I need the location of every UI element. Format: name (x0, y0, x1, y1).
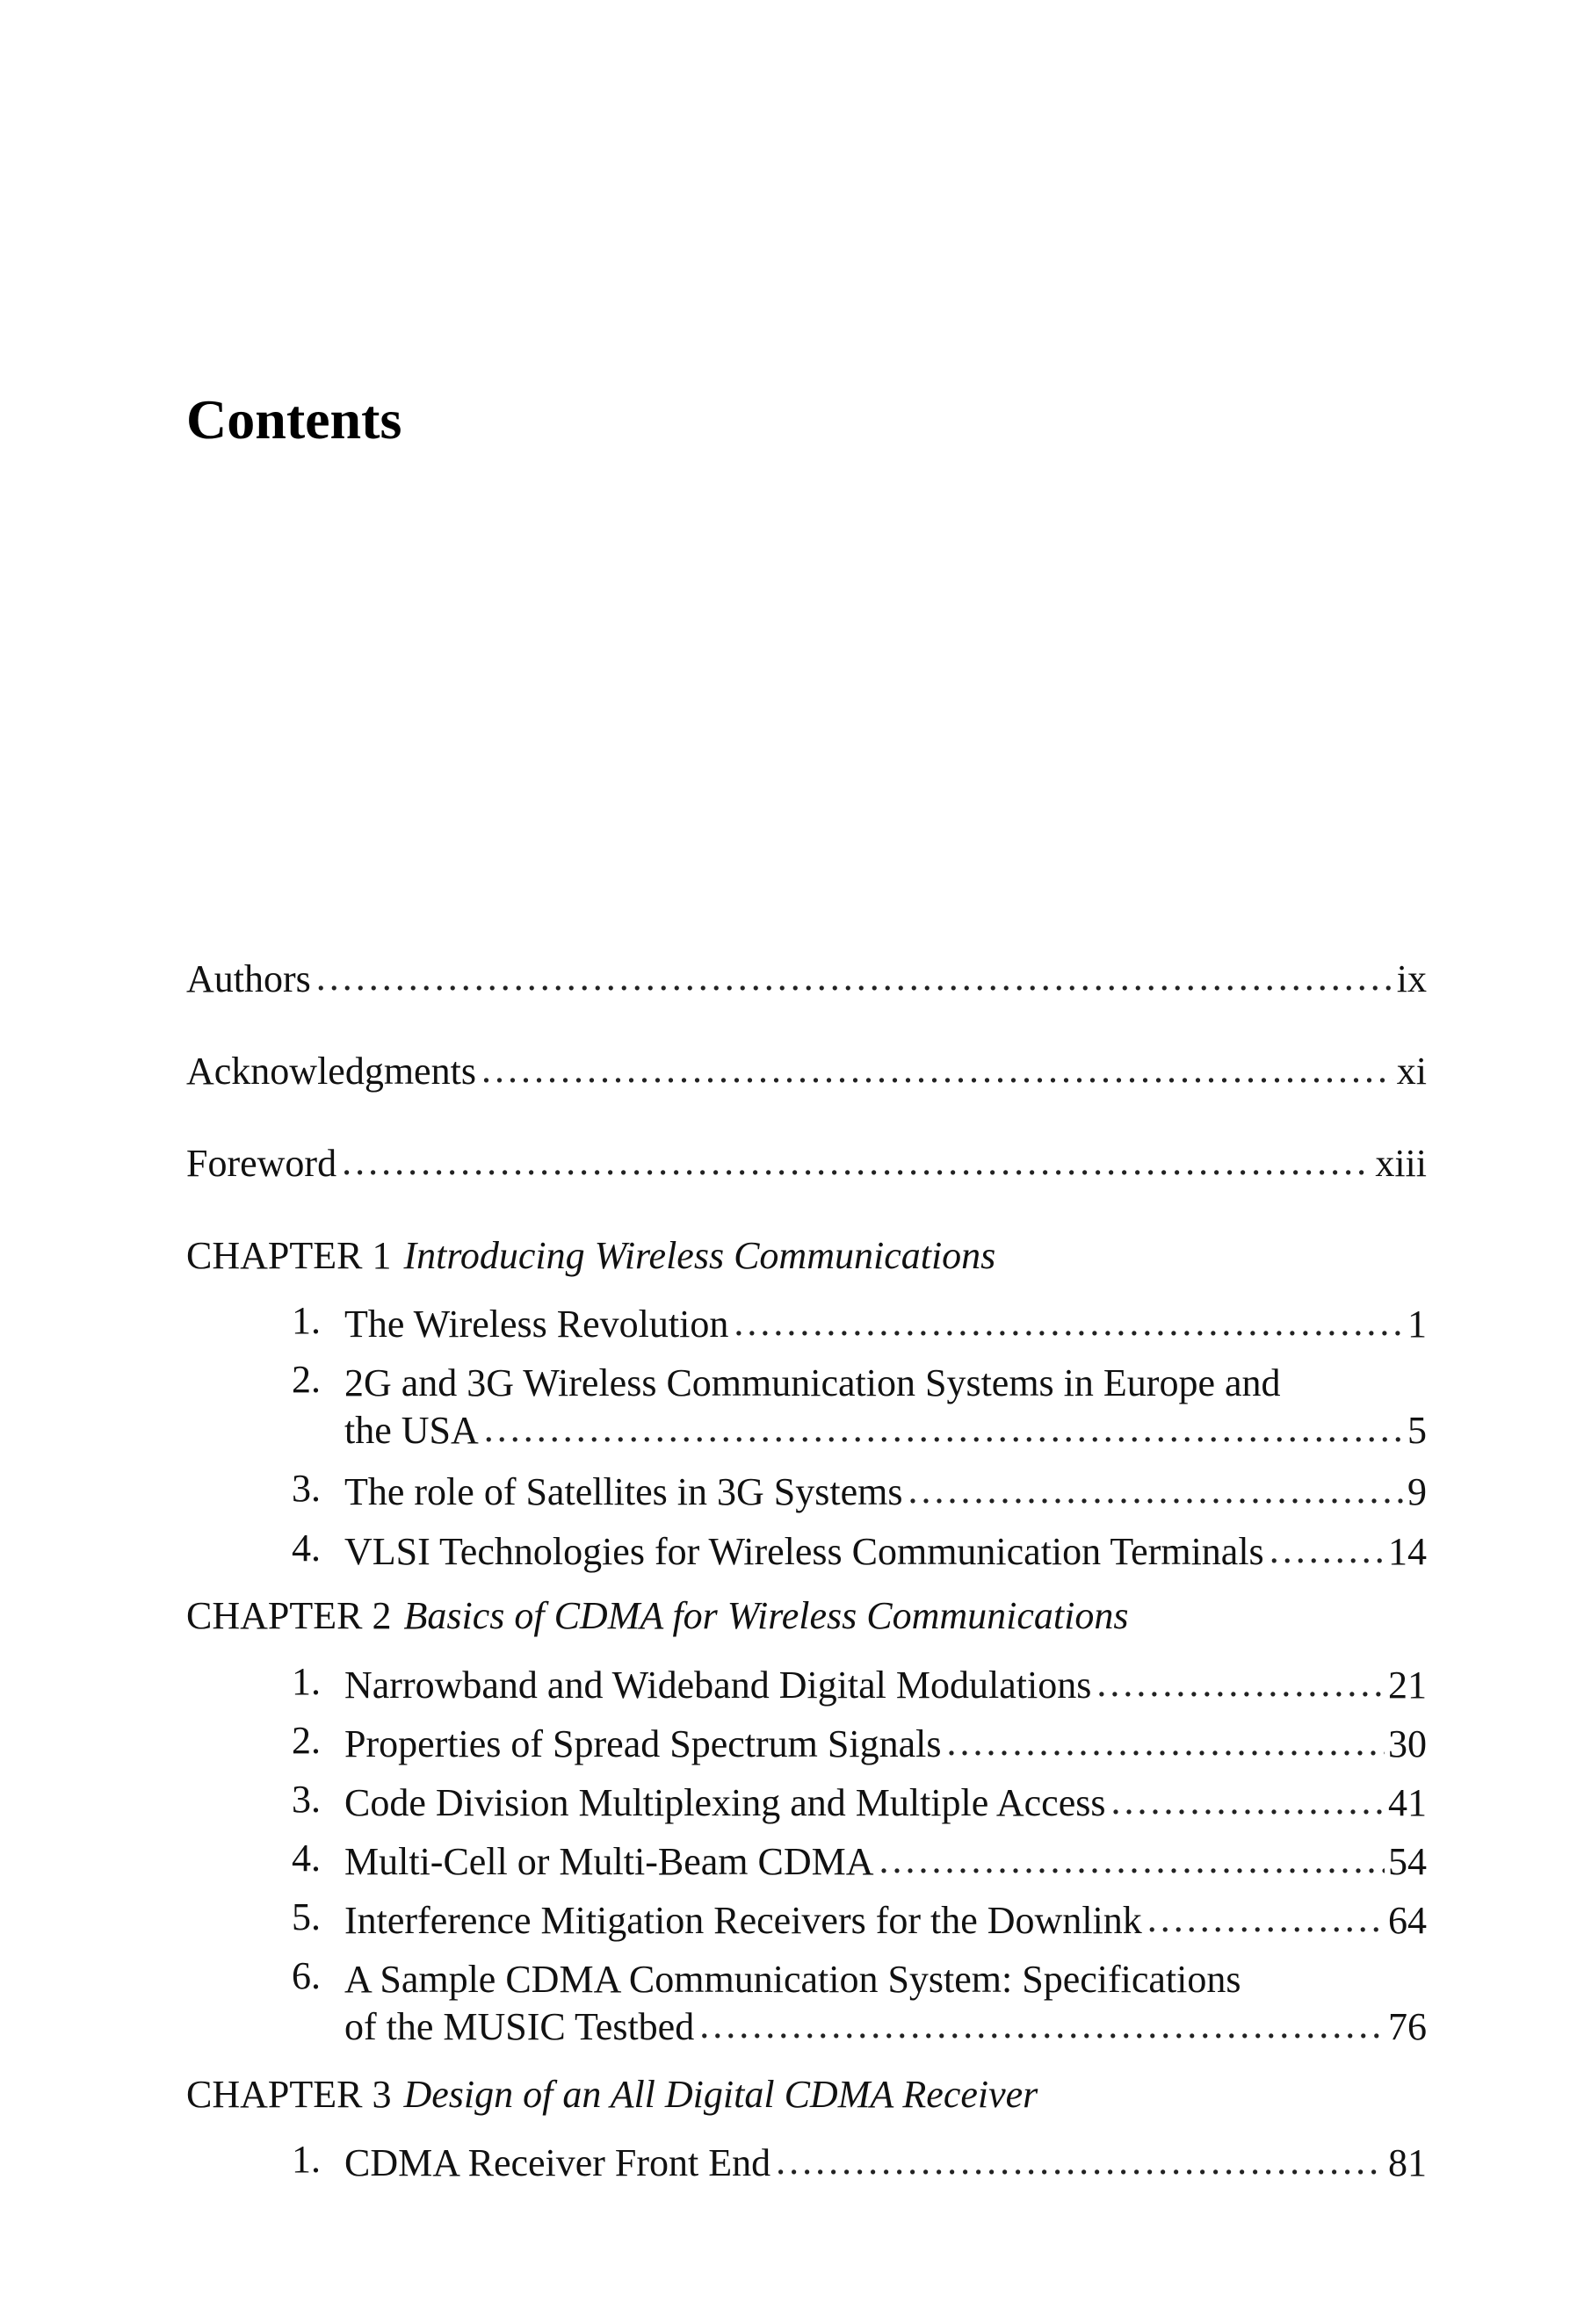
section-title: A Sample CDMA Communication System: Specifications (344, 1958, 1241, 2001)
section-number: 1. (292, 1660, 321, 1703)
toc-entry-page: ix (1396, 957, 1427, 1000)
chapter-title: Design of an All Digital CDMA Receiver (403, 2073, 1038, 2116)
chapter-label: CHAPTER 1 (186, 1234, 392, 1277)
section-title: Narrowband and Wideband Digital Modulations (344, 1664, 1092, 1707)
leader-dots (342, 1136, 1371, 1188)
toc-entry-acknowledgments[interactable] (186, 1045, 1427, 1098)
chapter-label: CHAPTER 2 (186, 1594, 392, 1637)
section-title-continued: the USA (344, 1409, 479, 1452)
section-number: 3. (292, 1778, 321, 1821)
section-title: VLSI Technologies for Wireless Communication Terminals (344, 1530, 1264, 1573)
section-number: 2. (292, 1358, 321, 1401)
section-page: 9 (1407, 1470, 1427, 1513)
section-page: 21 (1388, 1664, 1427, 1707)
chapter-title: Basics of CDMA for Wireless Communications (403, 1594, 1129, 1637)
section-page: 76 (1388, 2005, 1427, 2048)
section-title-continued: of the MUSIC Testbed (344, 2005, 695, 2048)
section-title: The Wireless Revolution (344, 1303, 729, 1346)
section-number: 4. (292, 1526, 321, 1570)
leader-dots (1147, 1893, 1385, 1945)
toc-entry-label: Acknowledgments (186, 1050, 476, 1093)
section-title: Multi-Cell or Multi-Beam CDMA (344, 1840, 874, 1883)
section-number: 1. (292, 2138, 321, 2181)
toc-entry-authors[interactable] (186, 953, 1427, 1006)
section-number: 5. (292, 1895, 321, 1938)
chapter-heading-3[interactable] (186, 2068, 1038, 2121)
leader-dots (1270, 1524, 1385, 1577)
chapter-heading-2[interactable] (186, 1590, 1128, 1642)
section-title: Code Division Multiplexing and Multiple Access (344, 1781, 1106, 1824)
section-page: 41 (1388, 1781, 1427, 1824)
leader-dots (316, 951, 1393, 1004)
section-number: 4. (292, 1837, 321, 1880)
leader-dots (484, 1403, 1404, 1455)
leader-dots (734, 1296, 1404, 1349)
chapter-title: Introducing Wireless Communications (403, 1234, 996, 1277)
toc-entry-page: xi (1396, 1050, 1427, 1093)
section-number: 6. (292, 1954, 321, 1997)
section-page: 54 (1388, 1840, 1427, 1883)
section-page: 1 (1407, 1303, 1427, 1346)
section-page: 14 (1388, 1530, 1427, 1573)
section-number: 2. (292, 1719, 321, 1762)
section-page: 5 (1407, 1409, 1427, 1452)
toc-entry-page: xiii (1375, 1142, 1427, 1185)
section-number: 3. (292, 1467, 321, 1510)
leader-dots (879, 1834, 1385, 1887)
leader-dots (776, 2135, 1385, 2188)
section-title: The role of Satellites in 3G Systems (344, 1470, 903, 1513)
section-title: CDMA Receiver Front End (344, 2141, 771, 2184)
section-page: 81 (1388, 2141, 1427, 2184)
leader-dots (946, 1716, 1385, 1769)
toc-entry-foreword[interactable] (186, 1137, 1427, 1190)
leader-dots (481, 1043, 1393, 1096)
section-title: 2G and 3G Wireless Communication Systems in Europe and (344, 1361, 1281, 1404)
page-title: Contents (186, 388, 402, 451)
leader-dots (908, 1464, 1404, 1517)
section-title: Properties of Spread Spectrum Signals (344, 1722, 942, 1765)
leader-dots (1111, 1775, 1385, 1828)
toc-entry-label: Foreword (186, 1142, 337, 1185)
chapter-label: CHAPTER 3 (186, 2073, 392, 2116)
section-title: Interference Mitigation Receivers for the Downlink (344, 1899, 1142, 1942)
section-page: 64 (1388, 1899, 1427, 1942)
section-page: 30 (1388, 1722, 1427, 1765)
chapter-heading-1[interactable] (186, 1230, 995, 1282)
leader-dots (1096, 1657, 1385, 1710)
leader-dots (699, 1999, 1385, 2052)
section-number: 1. (292, 1299, 321, 1342)
toc-entry-label: Authors (186, 957, 311, 1000)
